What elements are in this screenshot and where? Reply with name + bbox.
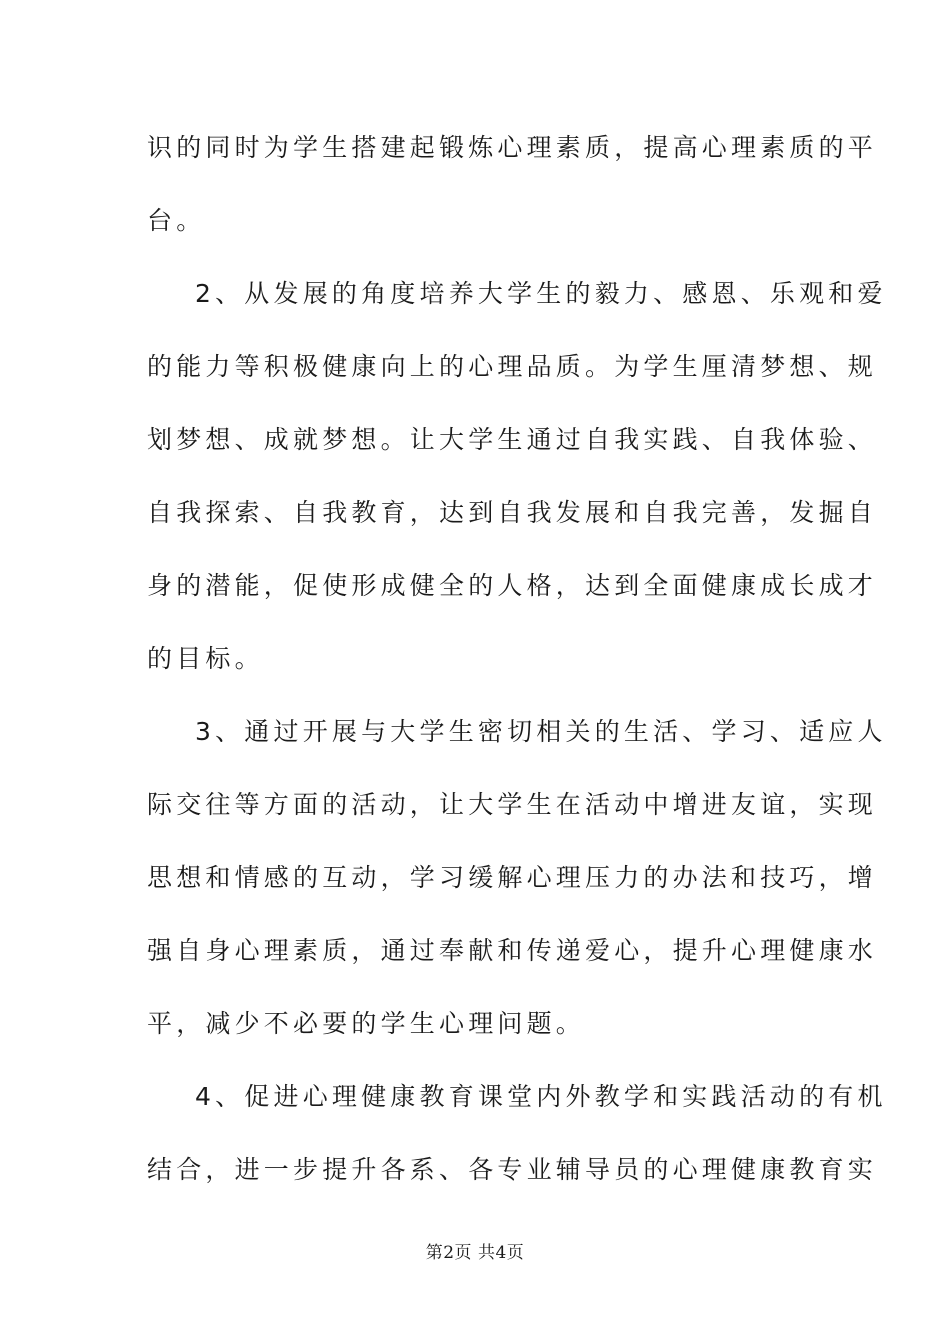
page-number-footer: 第2页 共4页 <box>425 1243 525 1263</box>
text-line: 的目标。 <box>147 644 264 673</box>
text-line: 的能力等积极健康向上的心理品质。为学生厘清梦想、规 <box>147 352 878 381</box>
text-line: 台。 <box>147 206 206 235</box>
text-line: 平，减少不必要的学生心理问题。 <box>147 1009 586 1038</box>
paragraph-4-first-line: 4、促进心理健康教育课堂内外教学和实践活动的有机 <box>195 1082 887 1111</box>
text-line: 划梦想、成就梦想。让大学生通过自我实践、自我体验、 <box>147 425 878 454</box>
paragraph-3-first-line: 3、通过开展与大学生密切相关的生活、学习、适应人 <box>195 717 887 746</box>
text-line: 强自身心理素质，通过奉献和传递爱心，提升心理健康水 <box>147 936 878 965</box>
paragraph-2-first-line: 2、从发展的角度培养大学生的毅力、感恩、乐观和爱 <box>195 279 887 308</box>
text-line: 思想和情感的互动，学习缓解心理压力的办法和技巧，增 <box>147 863 878 892</box>
text-line: 识的同时为学生搭建起锻炼心理素质，提高心理素质的平 <box>147 133 878 162</box>
text-line: 自我探索、自我教育，达到自我发展和自我完善，发掘自 <box>147 498 878 527</box>
text-line: 身的潜能，促使形成健全的人格，达到全面健康成长成才 <box>147 571 878 600</box>
text-line: 结合，进一步提升各系、各专业辅导员的心理健康教育实 <box>147 1155 878 1184</box>
text-line: 际交往等方面的活动，让大学生在活动中增进友谊，实现 <box>147 790 878 819</box>
